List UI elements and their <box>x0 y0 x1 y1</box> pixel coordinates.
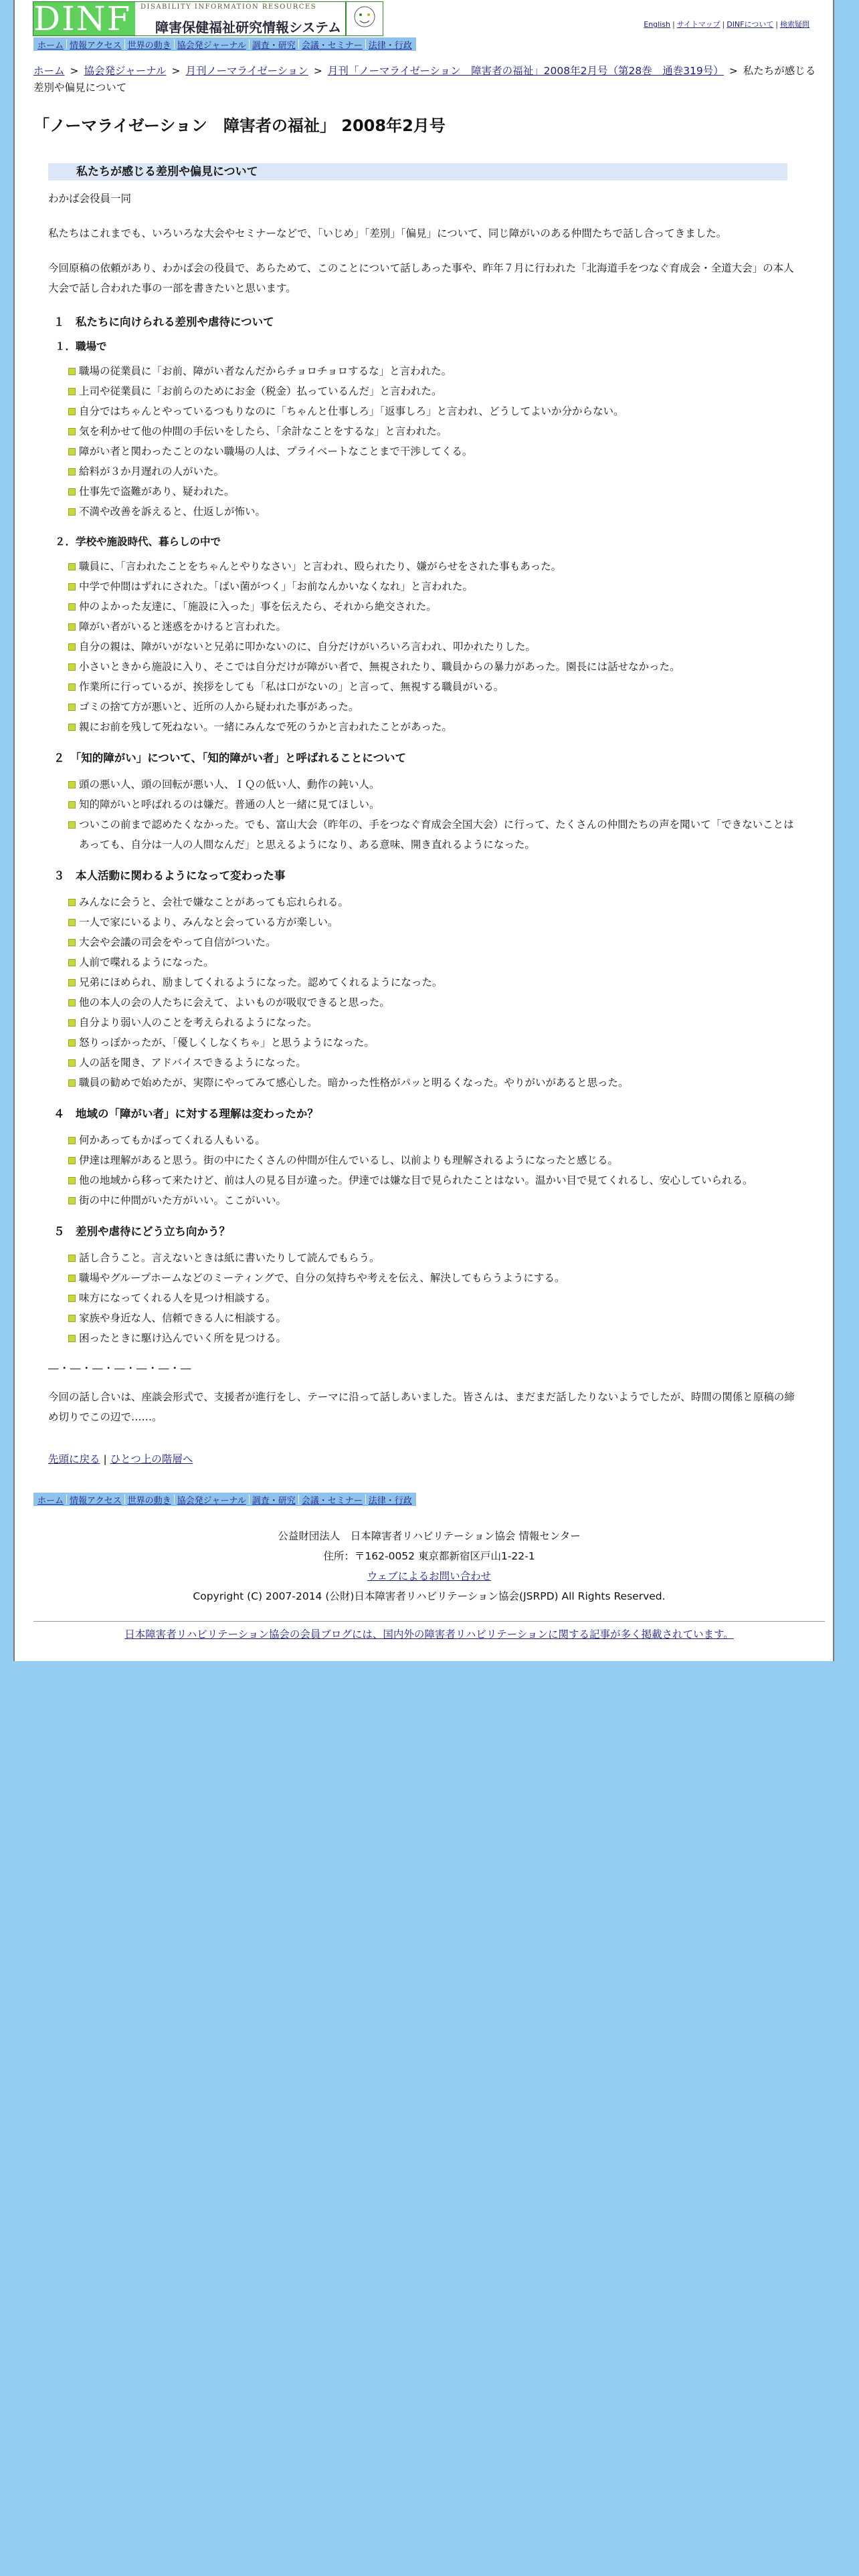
article-body <box>48 189 804 1442</box>
bottom-links: 先頭に戻る | ひとつ上の階層へ <box>48 1453 193 1465</box>
section-heading: ３ 本人活動に関わるようになって変わった事 <box>54 869 286 882</box>
nav-info-access[interactable]: 情報アクセス <box>70 1495 122 1506</box>
list-item: 職場の従業員に「お前、障がい者なんだからチョロチョロするな」と言われた。 <box>68 361 804 381</box>
page-title: 「ノーマライゼーション 障害者の福祉」 2008年2月号 <box>33 116 446 135</box>
bullet-icon <box>68 724 76 731</box>
intro-paragraph: 今回原稿の依頼があり、わかば会の役員で、あらためて、このことについて話しあった事や、昨年７月に行われた「北海道手をつなぐ育成会・全道大会」の本人大会で話し合われた事の一部を書きたいと思います。 <box>48 262 794 294</box>
nav-home[interactable]: ホーム <box>37 1495 64 1506</box>
subsection-heading: ２．学校や施設時代、暮らしの中で <box>55 536 221 548</box>
list-item: 話し合うこと。言えないときは紙に書いたりして読んでもらう。 <box>68 1248 804 1268</box>
bullet-icon <box>68 999 76 1006</box>
bullet-icon <box>68 663 76 671</box>
section-heading: ４ 地域の「障がい者」に対する理解は変わったか？ <box>54 1107 318 1120</box>
list-item: 障がい者と関わったことのない職場の人は、プライベートなことまで干渉してくる。 <box>68 441 804 461</box>
list-item: 何かあってもかばってくれる人もいる。 <box>68 1130 804 1150</box>
contact-link[interactable]: ウェブによるお問い合わせ <box>367 1570 492 1582</box>
list-item: 仲のよかった友達に、「施設に入った」事を伝えたら、それから絶交された。 <box>68 597 804 617</box>
footer-address: 住所：〒162-0052 東京都新宿区戸山1-22-1 <box>323 1550 535 1562</box>
breadcrumb-home[interactable]: ホーム <box>33 65 65 77</box>
main-nav <box>33 37 416 51</box>
link-about-dinf[interactable]: DINFについて <box>727 20 774 29</box>
nav-seminar[interactable]: 会議・セミナー <box>301 40 363 51</box>
nav-law[interactable]: 法律・行政 <box>368 40 412 51</box>
page-container <box>13 0 834 1661</box>
bullet-icon <box>68 1315 76 1322</box>
nav-home[interactable]: ホーム <box>37 40 64 51</box>
footer-blog <box>33 1626 825 1641</box>
list-item: 気を利かせて他の仲間の手伝いをしたら、「余計なことをするな」と言われた。 <box>68 421 804 441</box>
bullet-icon <box>68 1335 76 1342</box>
link-sitemap[interactable]: サイトマップ <box>676 20 721 29</box>
bullet-icon <box>68 583 76 591</box>
bullet-icon <box>68 683 76 691</box>
bullet-icon <box>68 919 76 926</box>
logo-subtitle: DISABILITY INFORMATION RESOURCES <box>140 3 317 11</box>
bullet-icon <box>68 1255 76 1262</box>
bullet-icon <box>68 388 76 395</box>
section-heading: １ 私たちに向けられる差別や虐待について <box>54 316 274 328</box>
bullet-icon <box>68 1019 76 1027</box>
list-item: 給料が３か月遅れの人がいた。 <box>68 461 804 481</box>
list-item: 上司や従業員に「お前らのためにお金（税金）払っているんだ」と言われた。 <box>68 381 804 401</box>
breadcrumb-monthly[interactable]: 月刊ノーマライゼーション <box>185 65 308 77</box>
list-item: 困ったときに駆け込んでいく所を見つける。 <box>68 1328 804 1348</box>
bullet-icon <box>68 801 76 809</box>
back-to-top-link[interactable]: 先頭に戻る <box>48 1453 100 1465</box>
bullet-icon <box>68 1039 76 1047</box>
breadcrumb: ホーム > 協会発ジャーナル > 月刊ノーマライゼーション > 月刊「ノーマライゼーション 障害者の福祉」2008年2月号（第28巻 通巻319号） > 私たちが感じる差別や偏見について <box>33 65 816 94</box>
bullet-icon <box>68 899 76 906</box>
bullet-icon <box>68 1079 76 1087</box>
list-item: 自分の親は、障がいがないと兄弟に叩かないのに、自分だけがいろいろ言われ、叩かれたりした。 <box>68 637 804 657</box>
bullet-icon <box>68 1157 76 1164</box>
member-blog-link[interactable]: 日本障害者リハビリテーション協会の会員ブログには、国内外の障害者リハビリテーションに関する記事が多く掲載されています。 <box>124 1628 734 1640</box>
list-item: 頭の悪い人、頭の回転が悪い人、ＩＱの低い人、動作の鈍い人。 <box>68 774 804 794</box>
site-footer <box>33 1526 825 1606</box>
bullet-icon <box>68 448 76 455</box>
nav-research[interactable]: 調査・研究 <box>252 40 296 51</box>
list-item: 一人で家にいるより、みんなと会っている方が楽しい。 <box>68 912 804 932</box>
footer-org: 公益財団法人 日本障害者リハビリテーション協会 情報センター <box>278 1530 581 1542</box>
nav-journal[interactable]: 協会発ジャーナル <box>177 1495 246 1506</box>
site-header <box>15 0 833 37</box>
footer-nav <box>33 1493 416 1506</box>
breadcrumb-issue[interactable]: 月刊「ノーマライゼーション 障害者の福祉」2008年2月号（第28巻 通巻319号） <box>327 65 724 77</box>
bullet-list <box>48 556 804 737</box>
list-item: 親にお前を残して死ねない。一緒にみんなで死のうかと言われたことがあった。 <box>68 717 804 737</box>
list-item: 中学で仲間はずれにされた。「ばい菌がつく」「お前なんかいなくなれ」と言われた。 <box>68 576 804 597</box>
breadcrumb-journal[interactable]: 協会発ジャーナル <box>84 65 167 77</box>
list-item: 怒りっぽかったが、「優しくしなくちゃ」と思うようになった。 <box>68 1033 804 1053</box>
subsection-heading: １．職場で <box>55 340 107 352</box>
nav-journal[interactable]: 協会発ジャーナル <box>177 40 246 51</box>
list-item: 作業所に行っているが、挨拶をしても「私は口がないの」と言って、無視する職員がいる。 <box>68 677 804 697</box>
bullet-icon <box>68 959 76 966</box>
nav-research[interactable]: 調査・研究 <box>252 1495 296 1506</box>
nav-law[interactable]: 法律・行政 <box>368 1495 412 1506</box>
bullet-icon <box>68 939 76 946</box>
list-item: 味方になってくれる人を見つけ相談する。 <box>68 1288 804 1308</box>
bullet-list <box>48 892 804 1093</box>
list-item: ゴミの捨て方が悪いと、近所の人から疑われた事があった。 <box>68 697 804 717</box>
list-item: 街の中に仲間がいた方がいい。ここがいい。 <box>68 1190 804 1210</box>
list-item: みんなに会うと、会社で嫌なことがあっても忘れられる。 <box>68 892 804 912</box>
list-item: 障がい者がいると迷惑をかけると言われた。 <box>68 617 804 637</box>
nav-world[interactable]: 世界の動き <box>127 1495 171 1506</box>
bullet-icon <box>68 1295 76 1302</box>
list-item: 職員に、「言われたことをちゃんとやりなさい」と言われ、殴られたり、嫌がらせをされた事もあった。 <box>68 556 804 576</box>
bullet-list <box>48 1130 804 1210</box>
bullet-icon <box>68 1275 76 1282</box>
article-author: わかば会役員一同 <box>48 193 132 205</box>
smiley-face-icon <box>346 1 383 36</box>
bullet-list <box>48 774 804 855</box>
nav-info-access[interactable]: 情報アクセス <box>70 40 122 51</box>
copyright: Copyright (C) 2007-2014 (公財)日本障害者リハビリテーション協会(JSRPD) All Rights Reserved. <box>193 1590 666 1602</box>
section-heading: ５ 差別や虐待にどう立ち向かう？ <box>54 1225 230 1238</box>
bullet-icon <box>68 623 76 631</box>
bullet-icon <box>68 468 76 475</box>
bullet-icon <box>68 508 76 516</box>
bullet-icon <box>68 704 76 711</box>
bullet-icon <box>68 603 76 611</box>
bullet-icon <box>68 979 76 986</box>
bullet-icon <box>68 368 76 375</box>
bullet-icon <box>68 643 76 651</box>
list-item: 人前で喋れるようになった。 <box>68 952 804 972</box>
bullet-icon <box>68 488 76 496</box>
list-item: 伊達は理解があると思う。街の中にたくさんの仲間が住んでいるし、以前よりも理解されるようになったと感じる。 <box>68 1150 804 1170</box>
bullet-icon <box>68 428 76 435</box>
footer-divider <box>33 1621 825 1622</box>
dinf-logo[interactable] <box>33 1 136 36</box>
article-title: 私たちが感じる差別や偏見について <box>48 163 787 181</box>
bullet-icon <box>68 1059 76 1067</box>
bullet-icon <box>68 408 76 415</box>
list-item: 家族や身近な人、信頼できる人に相談する。 <box>68 1308 804 1328</box>
list-item: 自分ではちゃんとやっているつもりなのに「ちゃんと仕事しろ」「返事しろ」と言われ、どうしてよいか分からない。 <box>68 401 804 421</box>
list-item: 他の本人の会の人たちに会えて、よいものが吸収できると思った。 <box>68 992 804 1012</box>
logo-banner <box>135 1 346 36</box>
bullet-icon <box>68 781 76 788</box>
list-item: 自分より弱い人のことを考えられるようになった。 <box>68 1012 804 1033</box>
logo-text: DINF <box>33 1 132 36</box>
list-item: 人の話を聞き、アドバイスできるようになった。 <box>68 1053 804 1073</box>
link-english[interactable]: English <box>644 20 670 29</box>
top-links: English | サイトマップ | DINFについて | 検索疑問 <box>644 20 809 29</box>
logo-title: 障害保健福祉研究情報システム <box>155 19 341 35</box>
bullet-icon <box>68 1177 76 1184</box>
bullet-list <box>48 361 804 522</box>
breadcrumb-current: 私たちが感じる差別や偏見について <box>33 65 816 94</box>
list-item: 職員の勧めで始めたが、実際にやってみて感心した。暗かった性格がパッと明るくなった。やりがいがあると思った。 <box>68 1073 804 1093</box>
divider: ―・―・―・―・―・―・― <box>48 1362 192 1374</box>
list-item: 仕事先で盗難があり、疑われた。 <box>68 481 804 502</box>
list-item: ついこの前まで認めたくなかった。でも、富山大会（昨年の、手をつなぐ育成会全国大会）に行って、たくさんの仲間たちの声を聞いて「できないことはあっても、自分は一人の人間なんだ」と思えるようになり、ある意味、開き直れるようになった。 <box>68 815 804 855</box>
nav-seminar[interactable]: 会議・セミナー <box>301 1495 363 1506</box>
section-heading: ２ 「知的障がい」について、「知的障がい者」と呼ばれることについて <box>54 752 407 764</box>
list-item: 他の地域から移って来たけど、前は人の見る目が違った。伊達では嫌な目で見られたことはない。温かい目で見てくれるし、安心していられる。 <box>68 1170 804 1190</box>
closing-paragraph: 今回の話し合いは、座談会形式で、支援者が進行をし、テーマに沿って話しあいました。皆さんは、まだまだ話したりないようでしたが、時間の関係と原稿の締め切りでこの辺で……。 <box>48 1391 795 1423</box>
link-search[interactable]: 検索疑問 <box>780 20 809 29</box>
bullet-icon <box>68 1137 76 1144</box>
list-item: 知的障がいと呼ばれるのは嫌だ。普通の人と一緒に見てほしい。 <box>68 794 804 815</box>
nav-world[interactable]: 世界の動き <box>127 40 171 51</box>
up-one-level-link[interactable]: ひとつ上の階層へ <box>110 1453 193 1465</box>
bullet-icon <box>68 1197 76 1204</box>
bullet-icon <box>68 821 76 829</box>
bullet-icon <box>68 563 76 570</box>
list-item: 職場やグループホームなどのミーティングで、自分の気持ちや考えを伝え、解決してもらうようにする。 <box>68 1268 804 1288</box>
list-item: 不満や改善を訴えると、仕返しが怖い。 <box>68 502 804 522</box>
list-item: 大会や会議の司会をやって自信がついた。 <box>68 932 804 952</box>
list-item: 兄弟にほめられ、励ましてくれるようになった。認めてくれるようになった。 <box>68 972 804 992</box>
list-item: 小さいときから施設に入り、そこでは自分だけが障がい者で、無視されたり、職員からの暴力があった。園長には話せなかった。 <box>68 657 804 677</box>
bullet-list <box>48 1248 804 1348</box>
intro-paragraph: 私たちはこれまでも、いろいろな大会やセミナーなどで、「いじめ」「差別」「偏見」について、同じ障がいのある仲間たちで話し合ってきました。 <box>48 227 727 239</box>
